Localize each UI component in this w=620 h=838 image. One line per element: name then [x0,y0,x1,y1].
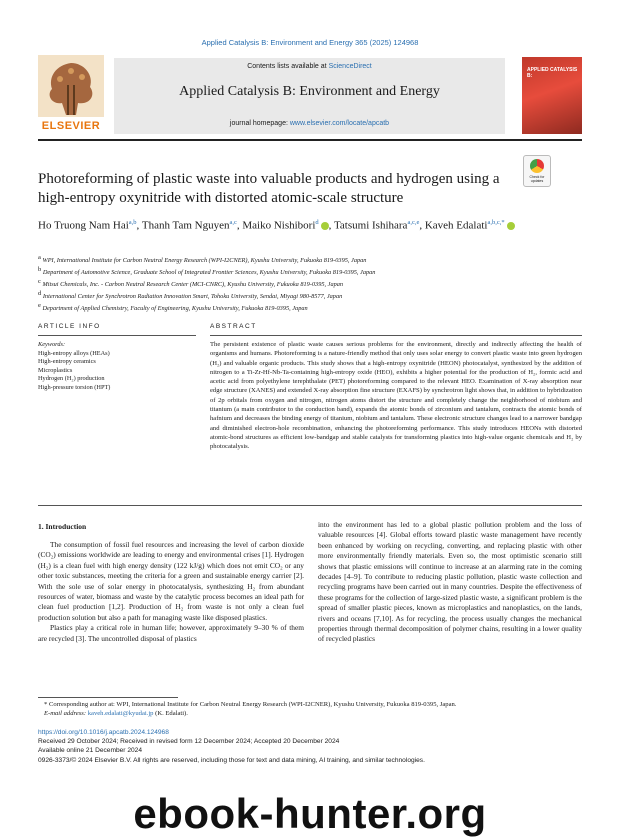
doi-link[interactable]: https://doi.org/10.1016/j.apcatb.2024.124968 [38,729,169,736]
section-rule [38,505,582,506]
author-affiliation-marker[interactable]: a,b [128,219,137,226]
copyright-line: 0926-3373/© 2024 Elsevier B.V. All rights are reserved, including those for text and data mining, AI training, and similar technologies. [38,756,425,764]
cover-title: APPLIED CATALYSIS B: [527,67,578,79]
keyword-item: High-pressure torsion (HPT) [38,383,111,391]
affiliation-marker: d [38,290,42,298]
author-name[interactable]: Thanh Tam Nguyen [141,219,230,232]
intro-heading: 1. Introduction [38,522,87,531]
journal-title: Applied Catalysis B: Environment and Energy [179,84,440,99]
keyword-item: High-entropy alloys (HEAs) [38,349,110,357]
affiliation-text: Department of Automotive Science, Graduate School of Integrated Frontier Sciences, Kyushu University, Fukuoka 819-0395, Japan [42,269,376,277]
orcid-icon[interactable] [507,222,515,230]
affiliation-marker: c [38,278,41,286]
footnote [44,700,584,718]
contents-prefix: Contents lists available at [247,63,329,70]
sciencedirect-link[interactable]: ScienceDirect [328,63,372,70]
affiliation-text: Mitsui Chemicals, Inc. - Carbon Neutral Research Center (MCI-CNRC), Kyushu University, Fukuoka 819-0395, Japan [42,281,344,289]
journal-reference[interactable]: Applied Catalysis B: Environment and Energy 365 (2025) 124968 [201,38,419,47]
keyword-item: High-entropy ceramics [38,358,96,365]
author-affiliation-marker[interactable]: d [315,219,319,226]
check-updates-label: Check for updates [529,175,545,183]
author-affiliation-marker[interactable]: a,c [229,219,237,226]
email-suffix: (K. Edalati). [153,710,188,717]
check-for-updates-badge[interactable] [523,155,551,187]
affiliation-marker: e [38,302,41,310]
affiliation-marker: a [38,254,41,261]
elsevier-wordmark: ELSEVIER [41,120,101,132]
author-name[interactable]: Ho Truong Nam Hai [38,219,129,232]
homepage-link[interactable]: www.elsevier.com/locate/apcatb [289,120,390,127]
email-link[interactable]: kaveh.edalati@kyudai.jp [87,710,154,717]
author-name[interactable]: Kaveh Edalati [424,219,488,232]
body-paragraph: into the environment has led to a global plastic pollution problem and the loss of valuable resources [4]. Global efforts toward plastic waste management have recently been enhanced by working on recycling, converting, and replacing plastic with other more environmentally friendly materials. Even so, the most optimistic scenario still shows that plastic emissions will continue to increase at an alarming rate in the coming decades [4–9]. To contribute to reducing plastic pollution, plastic waste collection and recycling programs have been carried out in many countries. Despite the effectiveness of these programs for the collection of large-sized plastic waste, a significant problem is the spread of smaller plastic pieces, known as microplastics and nanoplastics, on the lands, rivers and oceans [7,10]. As for recycling, the process usually changes the mechanical properties through thermal decomposition of polymer chains, resulting in a lower quality of recycled plastics [318,520,582,644]
header-rule [38,139,582,141]
affiliation-marker: b [38,266,42,274]
body-paragraph: The consumption of fossil fuel resources and increasing the level of carbon dioxide (CO₂) emissions worldwide are leading to energy and environmental crises [1]. Hydrogen (H₂) is a clean fuel with high energy density (122 kJ/g) which does not emit CO₂ or any other toxic substances, meeting the criteria for a green and sustainable energy carrier [2]. With the sole use of solar energy in photocatalysis, synthesizing H₂ from abundant resources of water, biomass and waste by the catalytic process becomes an ideal path for clean fuel production [1,2]. Production of H₂ from waste is not only a clean fuel production solution but also a path for managing waste like disposed plastics. [38,540,304,622]
author-affiliation-marker[interactable]: a,b,c,* [487,219,505,226]
abstract-rule [210,335,582,336]
email-line [44,709,584,718]
homepage-line [114,120,505,127]
update-badge-icon [530,159,544,173]
corresponding-author-note: * Corresponding author at: WPI, International Institute for Carbon Neutral Energy Research (WPI-I2CNER), Kyushu University, Fukuoka 819-0395, Japan. [44,701,457,708]
affiliation-text: WPI, International Institute for Carbon Neutral Energy Research (WPI-I2CNER), Kyushu University, Fukuoka 819-0395, Japan [42,257,367,265]
affiliation-item [38,253,578,265]
orcid-icon[interactable] [321,222,329,230]
article-title: Photoreforming of plastic waste into valuable products and hydrogen using a high-entropy oxynitride with distorted atomic-scale structure [38,171,500,206]
body-paragraph: Plastics play a critical role in human life; however, approximately 9–30 % of them are recycled [3]. The uncontrolled disposal of plastics [38,623,304,643]
email-label: E-mail address: [44,710,88,717]
publication-info [38,728,582,765]
journal-cover[interactable] [522,57,582,134]
received-dates: Received 29 October 2024; Received in revised form 12 December 2024; Accepted 20 December 2024 [38,738,340,746]
body-column-left [38,540,304,644]
affiliation-item [38,301,578,313]
article-info-heading: ARTICLE INFO [38,323,101,330]
affiliation-item [38,265,578,277]
article-info-rule [38,335,196,336]
keywords-block [38,341,198,392]
affiliation-item [38,289,578,301]
homepage-prefix: journal homepage: [229,120,290,127]
contents-line [114,63,505,70]
keyword-item: Hydrogen (H₂) production [38,375,105,382]
affiliation-item [38,277,578,289]
author-affiliation-marker[interactable]: a,c,e [407,219,420,226]
affiliation-list [38,253,578,313]
author-name[interactable]: Tatsumi Ishihara [333,219,408,232]
body-column-right [318,520,582,645]
footnote-rule [38,697,178,698]
author-name[interactable]: Maiko Nishibori [242,219,316,232]
watermark: ebook-hunter.org [133,790,487,837]
author-list: Ho Truong Nam Hai$^{a,b}$, Thanh Tam Nguyen$^{a,c}$, Maiko Nishibori$^d$ , Tatsumi Ishihara$^{a,c,e}$, Kaveh Edalati$^{a,b,c,*}$ [38,215,578,234]
keyword-item: Microplastics [38,366,73,374]
keywords-label: Keywords: [38,341,66,348]
affiliation-text: International Center for Synchrotron Radiation Innovation Smart, Tohoku University, Sendai, Miyagi 980-8577, Japan [42,293,343,301]
affiliation-text: Department of Applied Chemistry, Faculty of Engineering, Kyushu University, Fukuoka 819-0395, Japan [42,305,308,313]
abstract-text: The persistent existence of plastic waste causes serious problems for the environment, directly and indirectly affecting the health of organisms and humans. Photoreforming is a nature-friendly method that only uses solar energy to convert plastic waste into green hydrogen (H₂) and valuable organic products. This study shows that a high-entropy oxynitride (HEON) photocatalyst, synthesized by the addition of nitrogen to a Ti-Zr-Hf-Nb-Ta-containing high-entropy oxide (HEO), exhibits a higher potential for the production of H₂, formic acid and acetic acid from polyethylene terephthalate (PET) photoreforming compared to the relevant HEO. Examination of X-ray absorption near edge structure (XANES) and extended X-ray absorption fine structure (EXAFS) by synchrotron light shows that, in addition to hybridization of 2p orbitals from oxygen and nitrogen, nitrogen atoms distort the structure and completely change the neighborhood of niobium and titanium (a main contributor to the conduction band), expands the atomic bonds of zirconium and tantalum, contracts the atomic bonds of hafnium and decreases the binding energy of titanium, niobium and tantalum. These electronic structure changes lead to a narrower bandgap and diminished electron-hole recombination, enhancing the photoreforming performance. This study introduces HEONs with distorted atomic-bond structures as efficient low-bandgap and stable catalysts for transforming plastics into high-value organic chemicals and H₂ by photocatalysis. [210,341,582,451]
online-date: Available online 21 December 2024 [38,747,142,755]
abstract-heading: ABSTRACT [210,323,257,330]
